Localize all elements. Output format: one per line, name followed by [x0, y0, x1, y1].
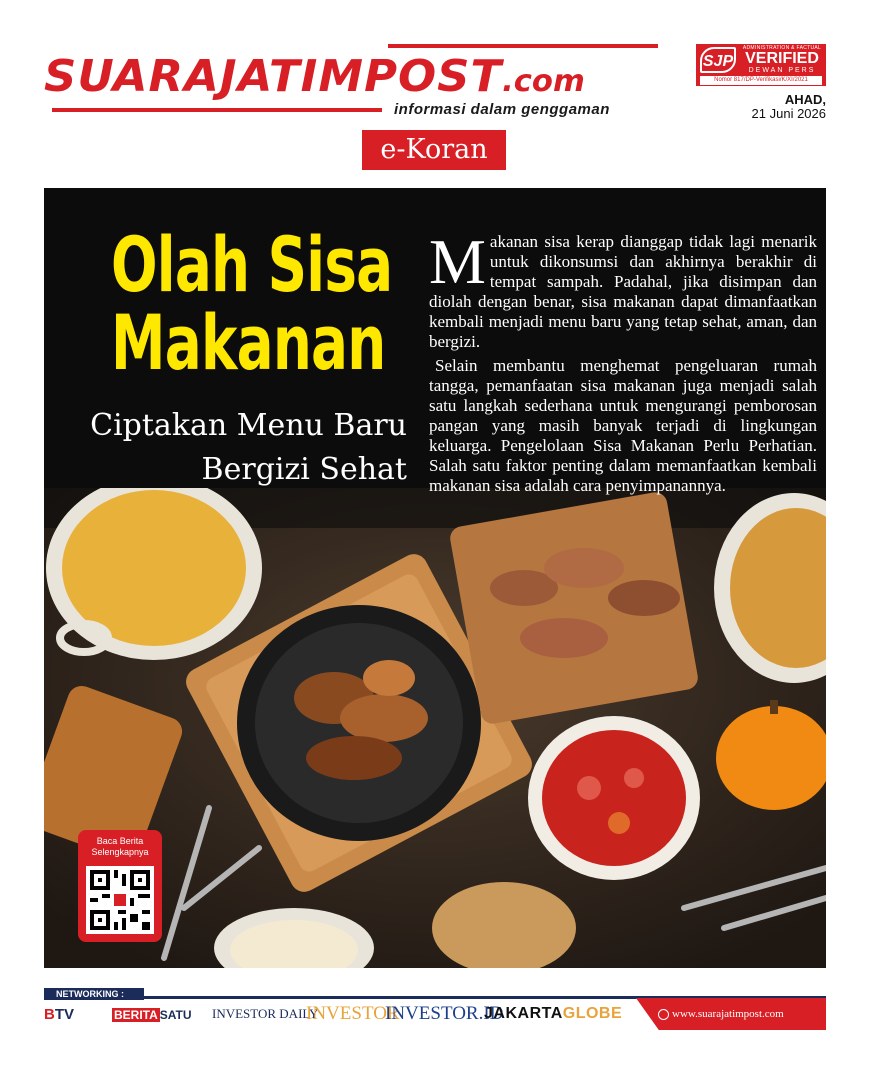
photo-credit: Ilustrasi: freepik.com: [28, 751, 42, 862]
tagline: informasi dalam genggaman: [394, 101, 610, 118]
globe-icon: [658, 1009, 669, 1020]
qr-code-icon[interactable]: [86, 866, 154, 934]
article-body: [429, 226, 817, 496]
badge-dewan-text: DEWAN PERS: [748, 67, 816, 74]
masthead-rule-bottom: [52, 108, 382, 112]
investor-logo[interactable]: INVESTOR: [306, 1003, 400, 1024]
logo-main-text: SUARAJATIMPOST: [44, 51, 503, 102]
headline-line-2: Makanan: [110, 298, 386, 387]
paragraph-1-text: akanan sisa kerap dianggap tidak lagi menarik untuk dikonsumsi dan akhirnya berakhir di tempat sampah. Padahal, jika disimpan dan diolah dengan benar, sisa makanan dapat dimanfaatkan kembali menjadi menu baru yang tetap sehat, aman, dan bergizi.: [429, 232, 817, 351]
article-paragraph-1: [429, 226, 817, 352]
headline-line-1: Olah Sisa: [110, 220, 393, 309]
jakarta-globe-logo-a: JAKARTA: [484, 1005, 563, 1022]
badge-number-text: Nomor 817/DP-Verifikasi/K/XI/2021: [700, 76, 822, 85]
beritasatu-logo[interactable]: [112, 1008, 192, 1022]
subhead-line-2: Bergizi Sehat: [201, 452, 407, 487]
edition-day: AHAD,: [784, 92, 826, 107]
website-link[interactable]: www.suarajatimpost.com: [672, 1008, 784, 1020]
badge-admin-text: ADMINISTRATION & FACTUAL: [742, 45, 822, 51]
beritasatu-logo-b: SATU: [159, 1008, 192, 1022]
section-label-ekoran: e-Koran: [362, 130, 506, 170]
edition-date: 21 Juni 2026: [751, 106, 826, 121]
sjp-logo-icon: SJP: [700, 47, 736, 73]
beritasatu-logo-a: BERITA: [114, 1008, 158, 1022]
masthead-rule-top: [388, 44, 658, 48]
headline: [110, 220, 393, 387]
investor-daily-logo[interactable]: INVESTOR DAILY: [212, 1006, 319, 1021]
btv-logo[interactable]: [44, 1006, 74, 1023]
logo-domain-text: .com: [502, 64, 585, 99]
article-paragraph-2: Selain membantu menghemat pengeluaran rumah tangga, pemanfaatan sisa makanan juga menjadi salah satu langkah sederhana untuk mengurangi pemborosan pangan yang masih banyak terjadi di lingkungan keluarga. Pengelolaan Sisa Makanan Perlu Perhatian. Salah satu faktor penting dalam memanfaatkan kembali makanan sisa adalah cara penyimpanannya.: [429, 356, 817, 495]
btv-logo-b: TV: [54, 1006, 75, 1023]
jakarta-globe-logo[interactable]: [484, 1005, 622, 1023]
dropcap: M: [429, 226, 486, 297]
subheadline: [52, 404, 407, 492]
btv-logo-a: B: [44, 1006, 55, 1023]
badge-verified-text: VERIFIED: [745, 50, 819, 67]
networking-label: NETWORKING :: [44, 988, 144, 1000]
subhead-line-1: Ciptakan Menu Baru: [90, 408, 407, 443]
jakarta-globe-logo-b: GLOBE: [562, 1005, 623, 1022]
site-logo[interactable]: [44, 52, 585, 107]
investor-id-logo[interactable]: INVESTOR.ID: [385, 1003, 504, 1024]
qr-label: Baca Berita Selengkapnya: [91, 836, 149, 857]
